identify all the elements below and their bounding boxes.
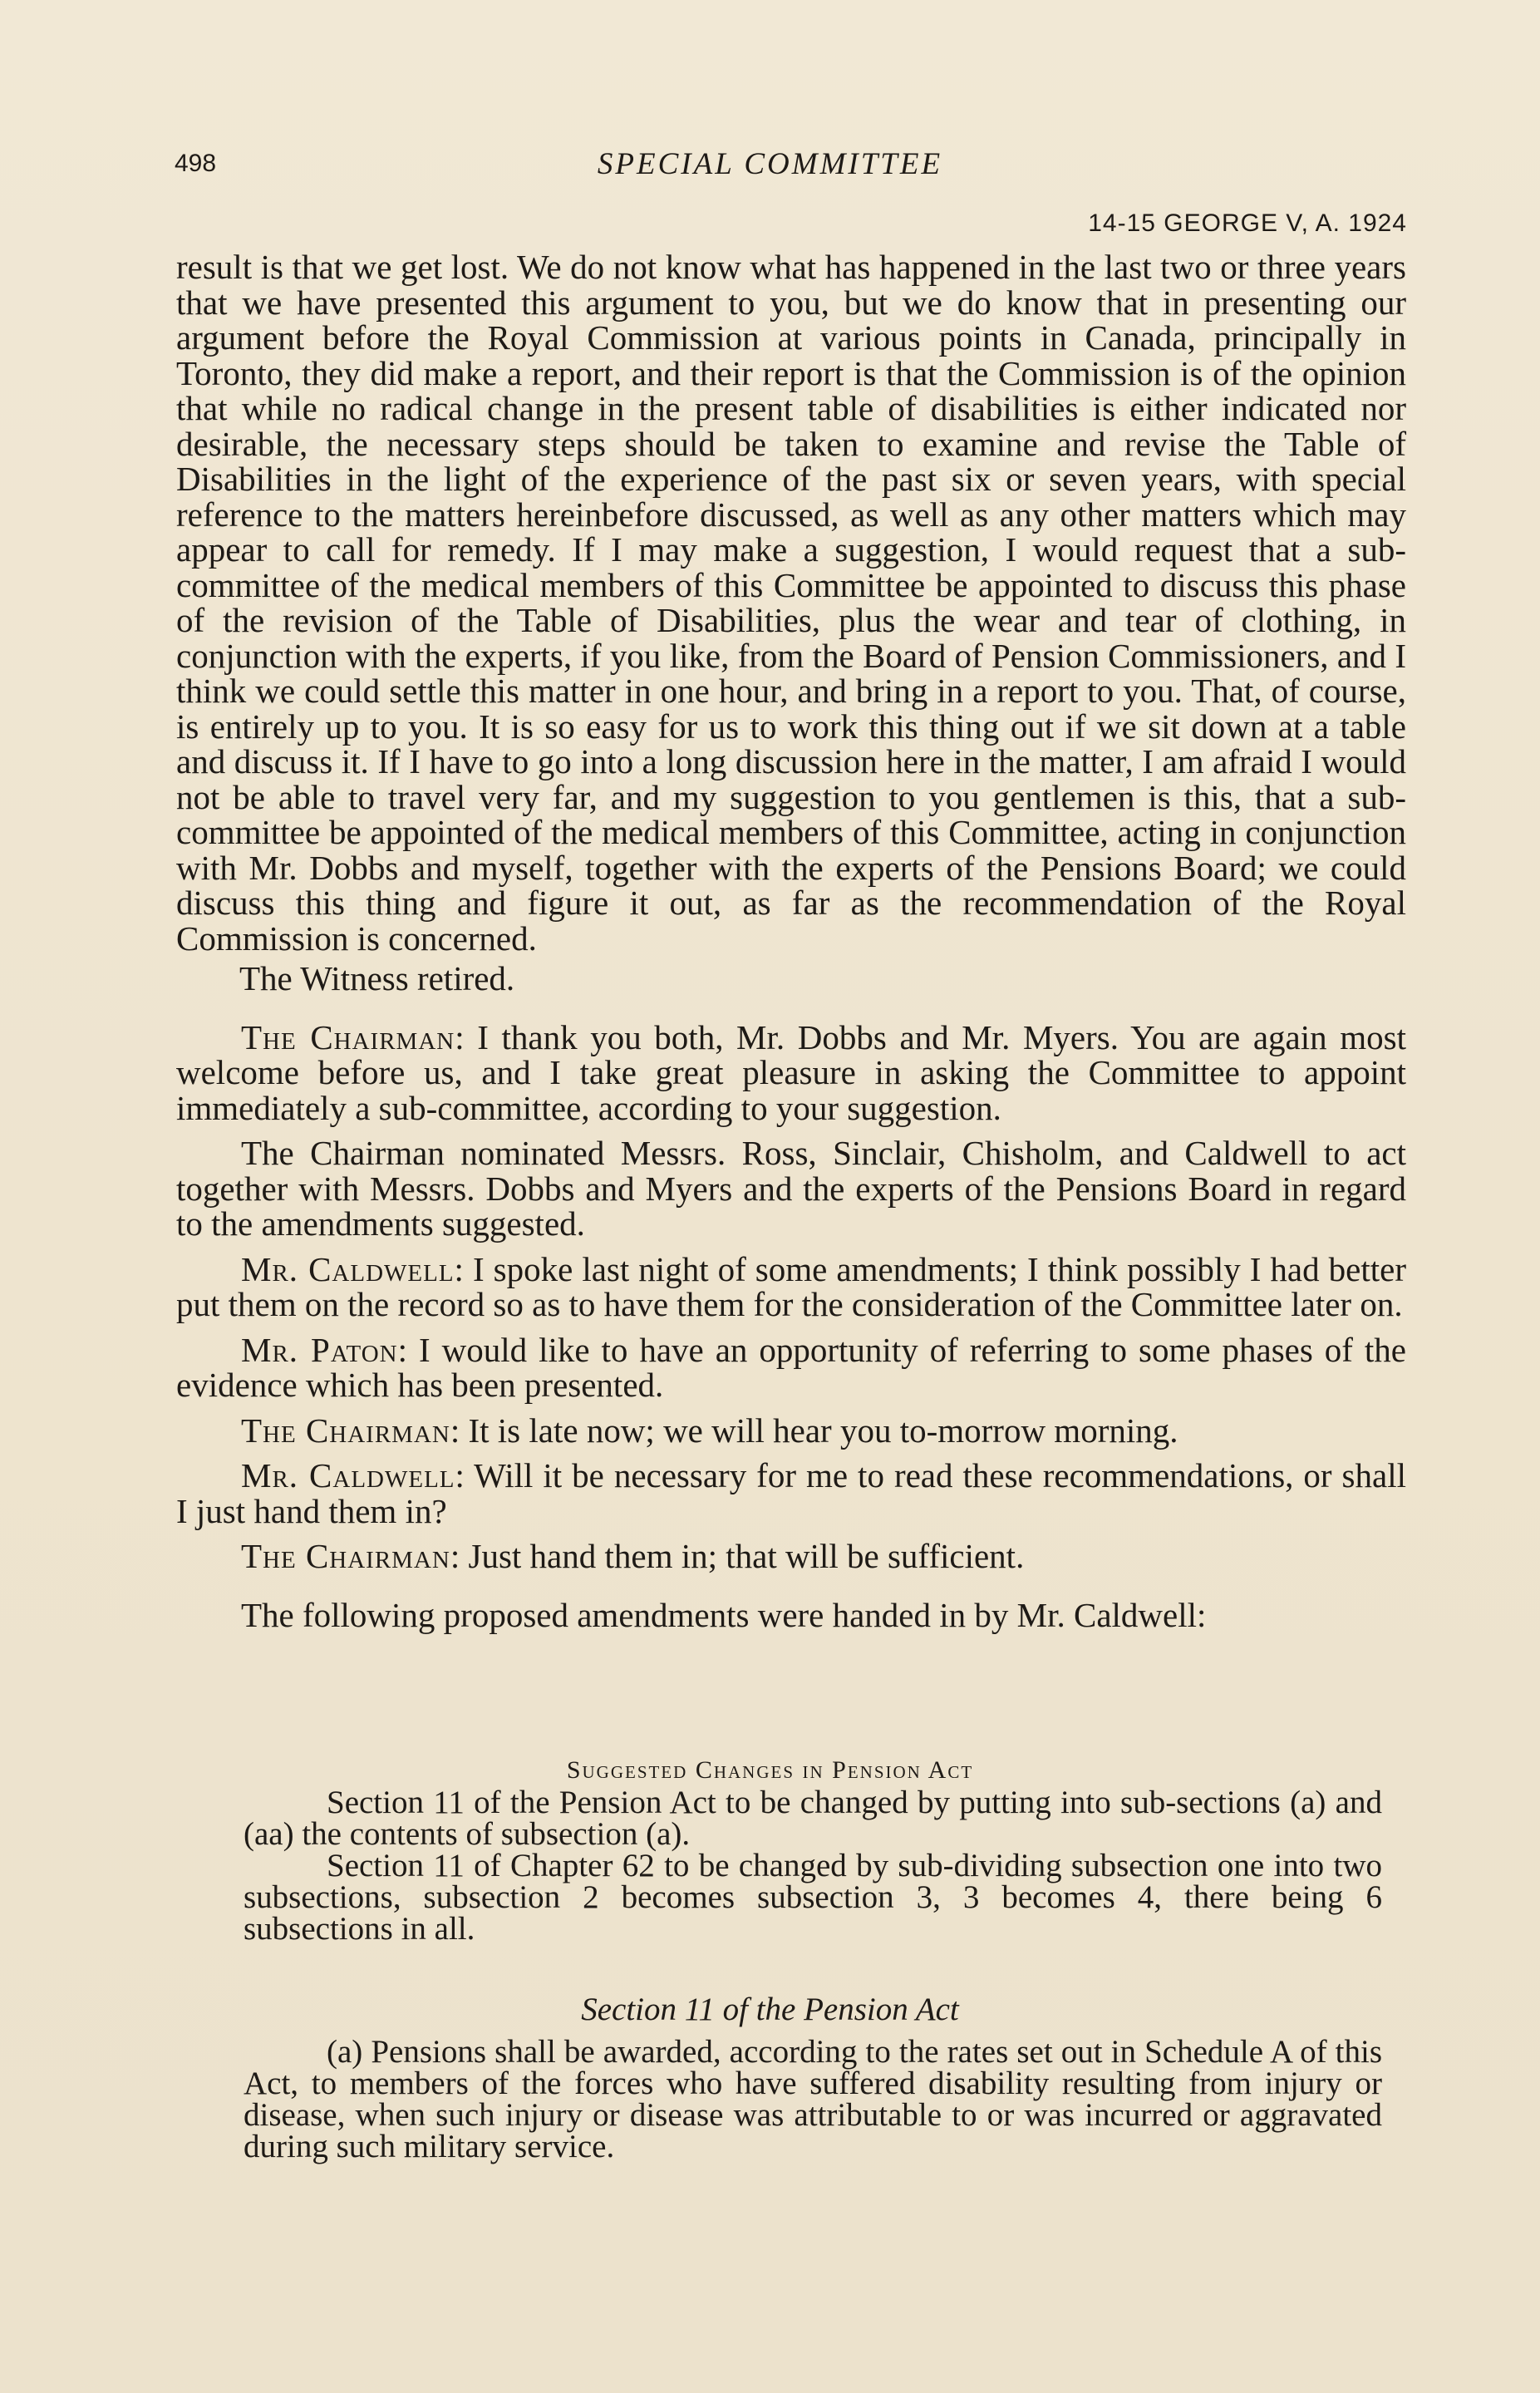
section-subheading: Section 11 of the Pension Act	[581, 1992, 959, 2027]
amendment-paragraph: Section 11 of the Pension Act to be changed by putting into sub-sections (a) and (aa) the contents of subsection (a).	[244, 1785, 1382, 1852]
continuation-paragraph: result is that we get lost. We do not know what has happened in the last two or three years that we have presented this argument to you, but we do know that in presenting our argument before the Royal Commission at various points in Canada, principally in Toronto, they did make a report, and their report is that the Commission is of the opinion that while no radical change in the present table of disabilities is either indicated nor desirable, the necessary steps should be taken to examine and revise the Table of Disabilities in the light of the experience of the past six or seven years, with special reference to the matters hereinbefore discussed, as well as any other matters which may appear to call for remedy. If I may make a suggestion, I would request that a sub-committee of the medical members of this Committee be appointed to discuss this phase of the revision of the Table of Disabilities, plus the wear and tear of clothing, in conjunction with the experts, if you like, from the Board of Pension Commissioners, and I think we could settle this matter in one hour, and bring in a report to you. That, of course, is entirely up to you. It is so easy for us to work this thing out if we sit down at a table and discuss it. If I have to go into a long discussion here in the matter, I am afraid I would not be able to travel very far, and my suggestion to you gentlemen is this, that a sub-committee be appointed of the medical members of this Committee, acting in conjunction with Mr. Dobbs and myself, together with the experts of the Pensions Board; we could discuss this thing and figure it out, as far as the recommendation of the Royal Commission is concerned.	[176, 248, 1406, 958]
speaker-name: Mr. Paton	[241, 1330, 398, 1369]
witness-retired-line: The Witness retired.	[239, 959, 515, 997]
clause-block	[244, 2036, 1382, 2163]
speech-text: : I thank you both, Mr. Dobbs and Mr. Myers. You are again most welcome before us, and I take great pleasure in asking the Committee to appoint immediately a sub-committee, according to your suggestion.	[176, 1017, 1406, 1127]
speaker-name: The Chairman	[241, 1537, 450, 1575]
exchange-paragraph	[176, 1249, 1406, 1323]
amendments-heading: Suggested Changes in Pension Act	[566, 1756, 974, 1784]
exchange-paragraph	[176, 1017, 1406, 1127]
speech-text: : I spoke last night of some amendments; I think possibly I had better put them on the record so as to have them for the consideration of the Committee later on.	[176, 1249, 1406, 1323]
speech-text: : Just hand them in; that will be sufficient.	[450, 1537, 1025, 1575]
page-number: 498	[175, 150, 217, 177]
speaker-name: Mr. Caldwell	[241, 1456, 455, 1494]
speaker-name: Mr. Caldwell	[241, 1249, 455, 1288]
speaker-name: The Chairman	[241, 1017, 455, 1056]
exchange-paragraph	[176, 1458, 1406, 1529]
speech-text: : It is late now; we will hear you to-morrow morning.	[450, 1411, 1178, 1450]
exchange-paragraph	[176, 1413, 1406, 1449]
speech-text: The Chairman nominated Messrs. Ross, Sinclair, Chisholm, and Caldwell to act together with Messrs. Dobbs and Myers and the experts of the Pensions Board in regard to the amendments suggested.	[176, 1134, 1406, 1243]
handed-in-line: The following proposed amendments were handed in by Mr. Caldwell:	[241, 1595, 1207, 1634]
amendment-paragraph: Section 11 of Chapter 62 to be changed by sub-dividing subsection one into two subsections, subsection 2 becomes subsection 3, 3 becomes 4, there being 6 subsections in all.	[244, 1848, 1382, 1947]
nomination-paragraph	[176, 1135, 1406, 1242]
running-title: SPECIAL COMMITTEE	[597, 147, 943, 181]
exchange-paragraph	[176, 1332, 1406, 1403]
body-text	[176, 249, 1406, 1632]
speech-text: : Will it be necessary for me to read these recommendations, or shall I just hand them in?	[176, 1456, 1406, 1530]
speaker-name: The Chairman	[241, 1411, 450, 1450]
amendments-block	[244, 1787, 1382, 1945]
speech-text: : I would like to have an opportunity of referring to some phases of the evidence which has been presented.	[176, 1330, 1407, 1404]
exchange-paragraph	[176, 1539, 1406, 1574]
clause-a-paragraph: (a) Pensions shall be awarded, according to the rates set out in Schedule A of this Act, to members of the forces who have suffered disability resulting from injury or disease, when such injury or disease was attributable to or was incurred or aggravated during such military service.	[244, 2034, 1382, 2164]
session-reference: 14-15 GEORGE V, A. 1924	[1088, 209, 1407, 237]
